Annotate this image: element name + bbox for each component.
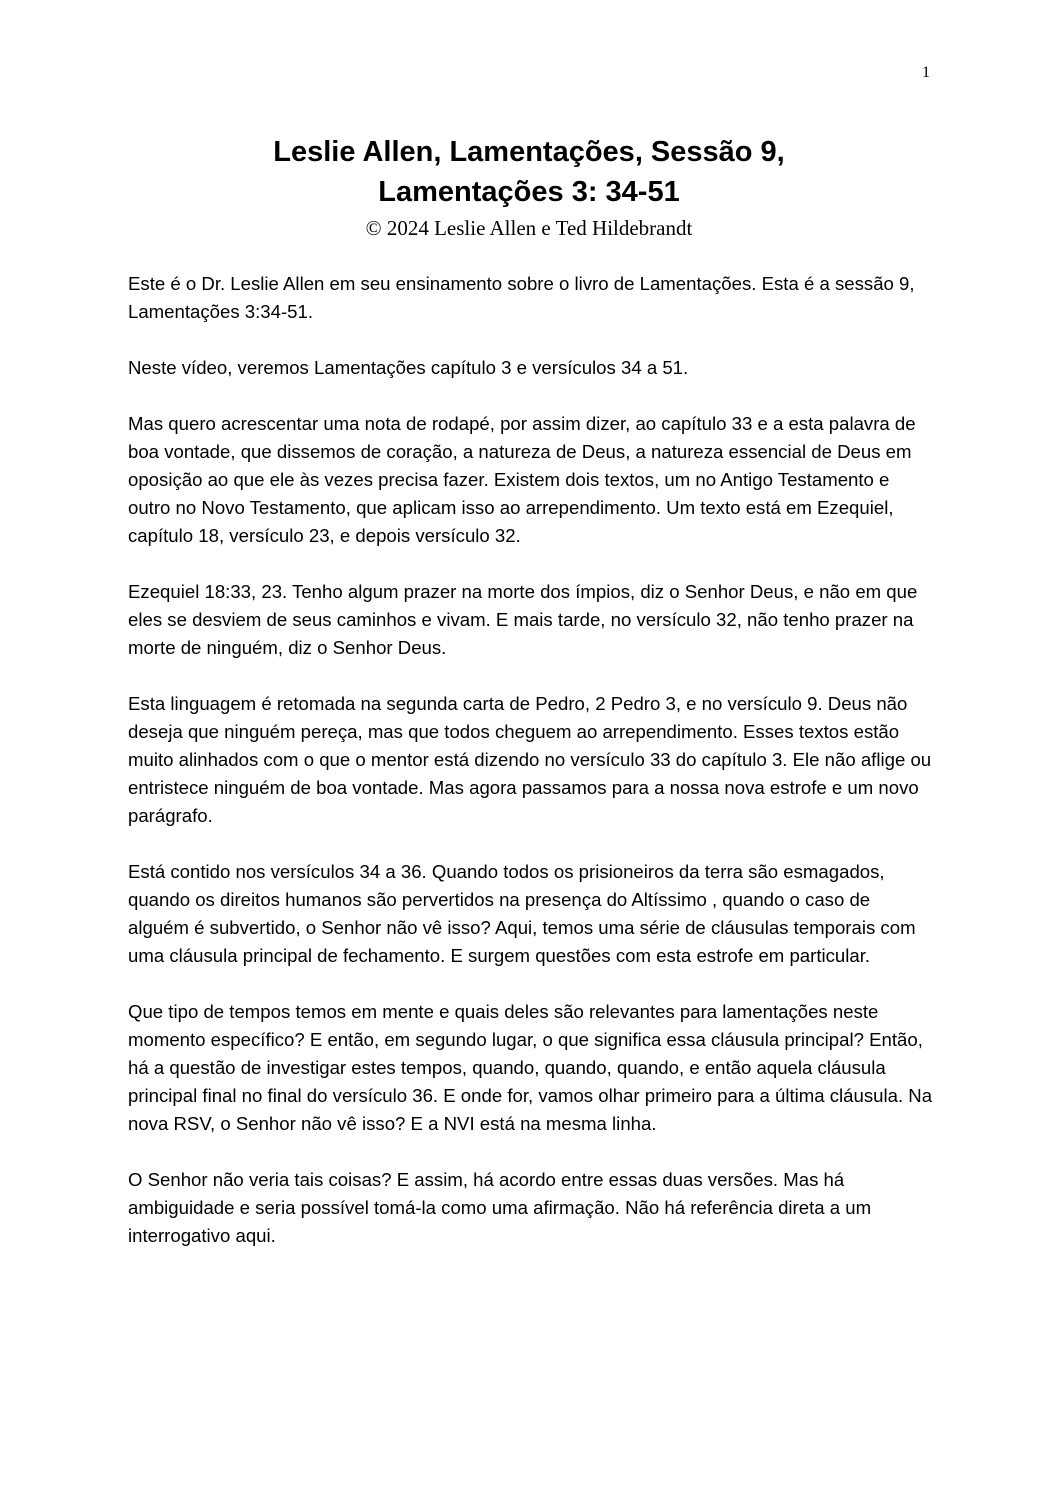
document-title-line-1: Leslie Allen, Lamentações, Sessão 9, <box>273 136 785 168</box>
paragraph: Está contido nos versículos 34 a 36. Quando todos os prisioneiros da terra são esmagados, quando os direitos humanos são pervertidos na presença do Altíssimo , quando o caso de alguém é subvertido, o Senhor não vê isso? Aqui, temos uma série de cláusulas temporais com uma cláusula principal de fechamento. E surgem questões com esta estrofe em particular. <box>128 861 916 966</box>
paragraph: Neste vídeo, veremos Lamentações capítulo 3 e versículos 34 a 51. <box>128 357 689 378</box>
paragraph: O Senhor não veria tais coisas? E assim, há acordo entre essas duas versões. Mas há ambiguidade e seria possível tomá-la como uma afirmação. Não há referência direta a um interrogativo aqui. <box>128 1169 872 1246</box>
paragraph: Ezequiel 18:33, 23. Tenho algum prazer na morte dos ímpios, diz o Senhor Deus, e não em que eles se desviem de seus caminhos e vivam. E mais tarde, no versículo 32, não tenho prazer na morte de ninguém, diz o Senhor Deus. <box>128 581 918 658</box>
document-title-line-2: Lamentações 3: 34-51 <box>378 176 680 208</box>
copyright-notice: © 2024 Leslie Allen e Ted Hildebrandt <box>365 216 693 240</box>
paragraph: Mas quero acrescentar uma nota de rodapé, por assim dizer, ao capítulo 33 e a esta palavra de boa vontade, que dissemos de coração, a natureza de Deus, a natureza essencial de Deus em oposição ao que ele às vezes precisa fazer. Existem dois textos, um no Antigo Testamento e outro no Novo Testamento, que aplicam isso ao arrependimento. Um texto está em Ezequiel, capítulo 18, versículo 23, e depois versículo 32. <box>128 413 916 546</box>
paragraph: Este é o Dr. Leslie Allen em seu ensinamento sobre o livro de Lamentações. Esta é a sessão 9, Lamentações 3:34-51. <box>128 273 915 322</box>
paragraph: Que tipo de tempos temos em mente e quais deles são relevantes para lamentações neste momento específico? E então, em segundo lugar, o que significa essa cláusula principal? Então, há a questão de investigar estes tempos, quando, quando, quando, e então aquela cláusula principal final no final do versículo 36. E onde for, vamos olhar primeiro para a última cláusula. Na nova RSV, o Senhor não vê isso? E a NVI está na mesma linha. <box>128 1001 933 1134</box>
document-body <box>128 270 933 1278</box>
document-title <box>0 132 1058 212</box>
paragraph: Esta linguagem é retomada na segunda carta de Pedro, 2 Pedro 3, e no versículo 9. Deus não deseja que ninguém pereça, mas que todos cheguem ao arrependimento. Esses textos estão muito alinhados com o que o mentor está dizendo no versículo 33 do capítulo 3. Ele não aflige ou entristece ninguém de boa vontade. Mas agora passamos para a nossa nova estrofe e um novo parágrafo. <box>128 693 932 826</box>
page-number: 1 <box>922 64 930 81</box>
